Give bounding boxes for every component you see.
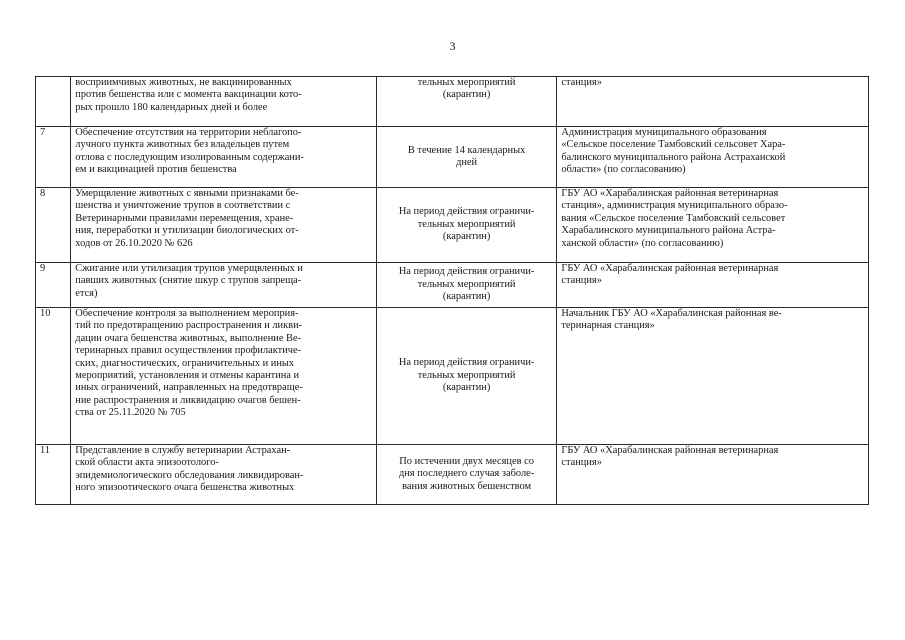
row-number-cell: 10 — [36, 308, 71, 445]
action-cell: Сжигание или утилизация трупов умерщвленных и павших животных (снятие шкур с трупов запреща- ется) — [71, 263, 377, 308]
responsible-cell: ГБУ АО «Харабалинская районная ветеринарная станция», администрация муниципального образо- вания «Сельское поселение Тамбовский сельсовет Харабалинского муниципального района Астра- ханской области» (по согласованию) — [557, 188, 869, 263]
table-row — [36, 188, 869, 263]
row-number-cell: 11 — [36, 445, 71, 505]
period-cell: На период действия ограничи- тельных мероприятий (карантин) — [376, 263, 557, 308]
table-row — [36, 308, 869, 445]
row-number-cell: 8 — [36, 188, 71, 263]
action-cell: Обеспечение отсутствия на территории неблагопо- лучного пункта животных без владельцев путем отлова с последующим изолированным содержани- ем и вакцинацией против бешенства — [71, 127, 377, 188]
table-row — [36, 77, 869, 127]
responsible-cell: ГБУ АО «Харабалинская районная ветеринарная станция» — [557, 263, 869, 308]
period-cell: тельных мероприятий (карантин) — [376, 77, 557, 127]
row-number-cell: 7 — [36, 127, 71, 188]
responsible-cell: ГБУ АО «Харабалинская районная ветеринарная станция» — [557, 445, 869, 505]
row-number-cell: 9 — [36, 263, 71, 308]
table-row — [36, 263, 869, 308]
period-cell: В течение 14 календарных дней — [376, 127, 557, 188]
action-cell: Умерщвление животных с явными признаками бе- шенства и уничтожение трупов в соответствии с Ветеринарными правилами перемещения, хране- ния, переработки и утилизации биологических от- ходов от 26.10.2020 № 626 — [71, 188, 377, 263]
action-cell: Обеспечение контроля за выполнением мероприя- тий по предотвращению распространения и ликви- дации очага бешенства животных, выполнение Ве- теринарных правил осуществления профилактиче- ских, диагностических, ограничительных и иных мероприятий, установления и отмены карантина и иных ограничений, направленных на предотвраще- ние распространения и ликвидацию очагов бешен- ства от 25.11.2020 № 705 — [71, 308, 377, 445]
responsible-cell: Администрация муниципального образования «Сельское поселение Тамбовский сельсовет Хара- балинского муниципального района Астраханской области» (по согласованию) — [557, 127, 869, 188]
period-cell: На период действия ограничи- тельных мероприятий (карантин) — [376, 188, 557, 263]
action-cell: восприимчивых животных, не вакцинированных против бешенства или с момента вакцинации кото- рых прошло 180 календарных дней и более — [71, 77, 377, 127]
responsible-cell: Начальник ГБУ АО «Харабалинская районная ве- теринарная станция» — [557, 308, 869, 445]
period-cell: На период действия ограничи- тельных мероприятий (карантин) — [376, 308, 557, 445]
table-row — [36, 127, 869, 188]
responsible-cell: станция» — [557, 77, 869, 127]
period-cell: По истечении двух месяцев со дня последнего случая заболе- вания животных бешенством — [376, 445, 557, 505]
action-cell: Представление в службу ветеринарии Астрахан- ской области акта эпизоотолого- эпидемиологического обследования ликвидирован- ного эпизоотического очага бешенства животных — [71, 445, 377, 505]
row-number-cell — [36, 77, 71, 127]
table-row — [36, 445, 869, 505]
measures-table — [35, 76, 869, 505]
page-number: 3 — [449, 39, 456, 53]
